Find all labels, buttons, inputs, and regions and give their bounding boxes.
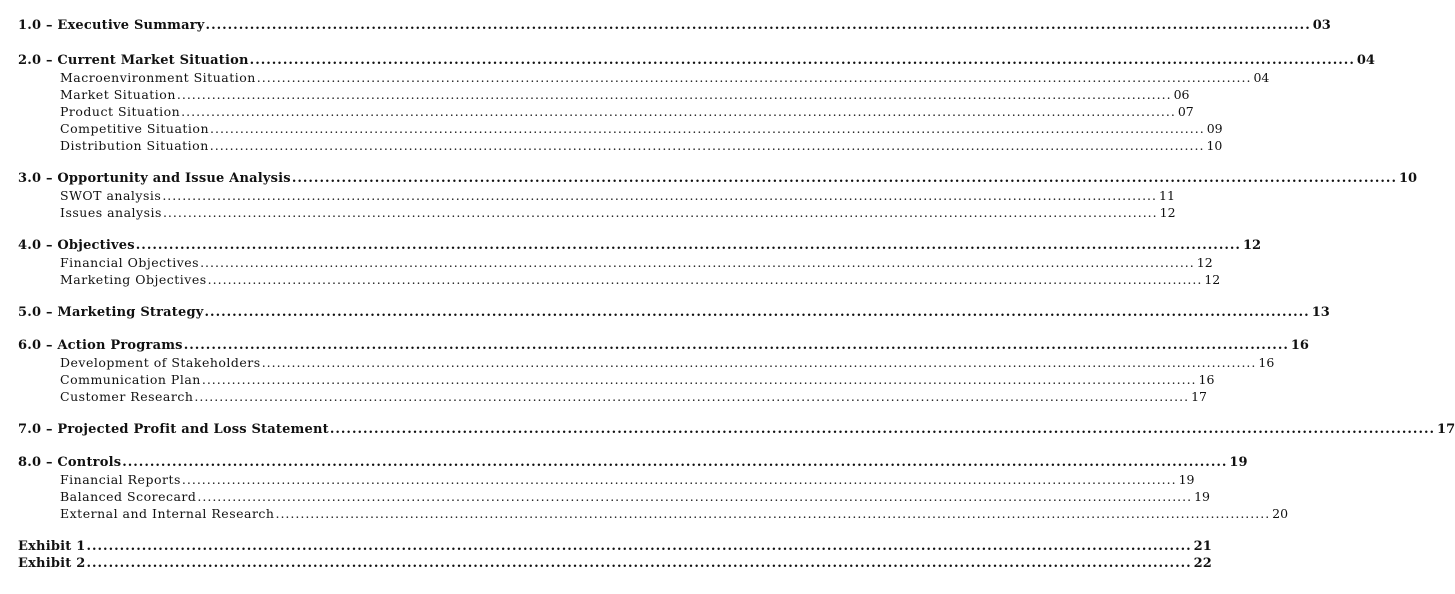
dot-leader: ........................................................................................................................................................................................................	[183, 338, 1289, 353]
toc-section-4[interactable]	[18, 237, 1262, 254]
toc-page-number: 22	[1193, 556, 1212, 571]
dot-leader: ........................................................................................................................................................................................................	[135, 238, 1241, 253]
toc-subitem[interactable]	[18, 505, 1289, 522]
toc-page-number: 16	[1198, 372, 1215, 387]
toc-subitem-title: Market Situation	[60, 87, 176, 102]
dot-leader: ........................................................................................................................................................................................................	[249, 53, 1355, 68]
table-of-contents	[18, 17, 1455, 572]
toc-subitem[interactable]	[18, 137, 1223, 154]
toc-section-title: 1.0 – Executive Summary	[18, 18, 205, 33]
dot-leader: ........................................................................................................................................................................................................	[275, 506, 1271, 521]
toc-page-number: 12	[1196, 255, 1213, 270]
toc-exhibit-2[interactable]	[18, 555, 1212, 572]
toc-page-number: 10	[1399, 171, 1418, 186]
toc-subitem-title: Distribution Situation	[60, 138, 209, 153]
toc-subitem-title: SWOT analysis	[60, 188, 162, 203]
dot-leader: ........................................................................................................................................................................................................	[201, 372, 1197, 387]
toc-section-8[interactable]	[18, 454, 1248, 471]
toc-subitem-title: Marketing Objectives	[60, 272, 207, 287]
toc-subitem[interactable]	[18, 254, 1213, 271]
toc-section-title: 3.0 – Opportunity and Issue Analysis	[18, 171, 291, 186]
toc-section-title: 2.0 – Current Market Situation	[18, 53, 249, 68]
toc-exhibit-title: Exhibit 2	[18, 556, 86, 571]
dot-leader: ........................................................................................................................................................................................................	[210, 121, 1205, 136]
toc-page-number: 07	[1177, 104, 1194, 119]
toc-page-number: 03	[1312, 18, 1331, 33]
toc-page-number: 19	[1178, 472, 1195, 487]
dot-leader: ........................................................................................................................................................................................................	[162, 205, 1158, 220]
toc-section-7[interactable]	[18, 421, 1455, 438]
toc-page-number: 19	[1194, 489, 1210, 504]
dot-leader: ........................................................................................................................................................................................................	[207, 272, 1203, 287]
toc-subitem-title: Customer Research	[60, 389, 194, 404]
toc-page-number: 10	[1206, 138, 1223, 153]
toc-subitem[interactable]	[18, 204, 1176, 221]
toc-page-number: 09	[1206, 121, 1223, 136]
dot-leader: ........................................................................................................................................................................................................	[86, 556, 1192, 571]
dot-leader: ........................................................................................................................................................................................................	[176, 87, 1172, 102]
dot-leader: ........................................................................................................................................................................................................	[261, 355, 1257, 370]
toc-exhibit-title: Exhibit 1	[18, 539, 86, 554]
toc-page-number: 17	[1437, 422, 1455, 437]
dot-leader: ........................................................................................................................................................................................................	[291, 171, 1397, 186]
toc-subitem-title: Financial Reports	[60, 472, 181, 487]
toc-subitem-title: Competitive Situation	[60, 121, 210, 136]
toc-page-number: 12	[1204, 272, 1221, 287]
toc-subitem[interactable]	[18, 471, 1195, 488]
toc-section-5[interactable]	[18, 304, 1330, 321]
toc-section-2[interactable]	[18, 52, 1375, 69]
dot-leader: ........................................................................................................................................................................................................	[181, 472, 1177, 487]
toc-page-number: 21	[1193, 539, 1212, 554]
toc-section-title: 4.0 – Objectives	[18, 238, 135, 253]
toc-page-number: 11	[1159, 188, 1175, 203]
toc-section-1[interactable]	[18, 17, 1331, 34]
toc-subitem[interactable]	[18, 371, 1215, 388]
toc-subitem[interactable]	[18, 271, 1221, 288]
toc-subitem-title: Product Situation	[60, 104, 181, 119]
dot-leader: ........................................................................................................................................................................................................	[329, 422, 1436, 437]
toc-subitem[interactable]	[18, 69, 1270, 86]
toc-page-number: 13	[1311, 305, 1330, 320]
dot-leader: ........................................................................................................................................................................................................	[181, 104, 1176, 119]
dot-leader: ........................................................................................................................................................................................................	[122, 455, 1228, 470]
toc-subitem[interactable]	[18, 388, 1207, 405]
toc-section-title: 6.0 – Action Programs	[18, 338, 183, 353]
toc-page-number: 12	[1159, 205, 1176, 220]
toc-subitem-title: Financial Objectives	[60, 255, 200, 270]
toc-subitem[interactable]	[18, 120, 1223, 137]
dot-leader: ........................................................................................................................................................................................................	[256, 70, 1252, 85]
toc-page-number: 17	[1191, 389, 1207, 404]
toc-subitem[interactable]	[18, 354, 1275, 371]
toc-page-number: 04	[1356, 53, 1375, 68]
toc-subitem[interactable]	[18, 488, 1210, 505]
toc-subitem-title: Issues analysis	[60, 205, 162, 220]
dot-leader: ........................................................................................................................................................................................................	[204, 305, 1310, 320]
dot-leader: ........................................................................................................................................................................................................	[162, 188, 1157, 203]
dot-leader: ........................................................................................................................................................................................................	[209, 138, 1205, 153]
toc-subitem-title: Balanced Scorecard	[60, 489, 197, 504]
toc-page-number: 16	[1258, 355, 1275, 370]
toc-section-title: 7.0 – Projected Profit and Loss Statement	[18, 422, 329, 437]
toc-page-number: 06	[1173, 87, 1190, 102]
toc-subitem-title: Development of Stakeholders	[60, 355, 261, 370]
toc-section-title: 5.0 – Marketing Strategy	[18, 305, 204, 320]
toc-exhibit-1[interactable]	[18, 538, 1212, 555]
dot-leader: ........................................................................................................................................................................................................	[197, 489, 1193, 504]
toc-page-number: 12	[1242, 238, 1262, 253]
toc-subitem-title: Macroenvironment Situation	[60, 70, 256, 85]
toc-subitem[interactable]	[18, 86, 1190, 103]
dot-leader: ........................................................................................................................................................................................................	[200, 255, 1195, 270]
toc-subitem-title: Communication Plan	[60, 372, 201, 387]
toc-section-3[interactable]	[18, 170, 1418, 187]
toc-subitem[interactable]	[18, 103, 1194, 120]
toc-page-number: 19	[1229, 455, 1248, 470]
toc-page-number: 04	[1253, 70, 1270, 85]
toc-subitem-title: External and Internal Research	[60, 506, 275, 521]
dot-leader: ........................................................................................................................................................................................................	[205, 18, 1311, 33]
dot-leader: ........................................................................................................................................................................................................	[194, 389, 1190, 404]
toc-section-title: 8.0 – Controls	[18, 455, 122, 470]
dot-leader: ........................................................................................................................................................................................................	[86, 539, 1192, 554]
toc-section-6[interactable]	[18, 337, 1309, 354]
toc-page-number: 16	[1290, 338, 1309, 353]
toc-subitem[interactable]	[18, 187, 1175, 204]
toc-page-number: 20	[1272, 506, 1289, 521]
